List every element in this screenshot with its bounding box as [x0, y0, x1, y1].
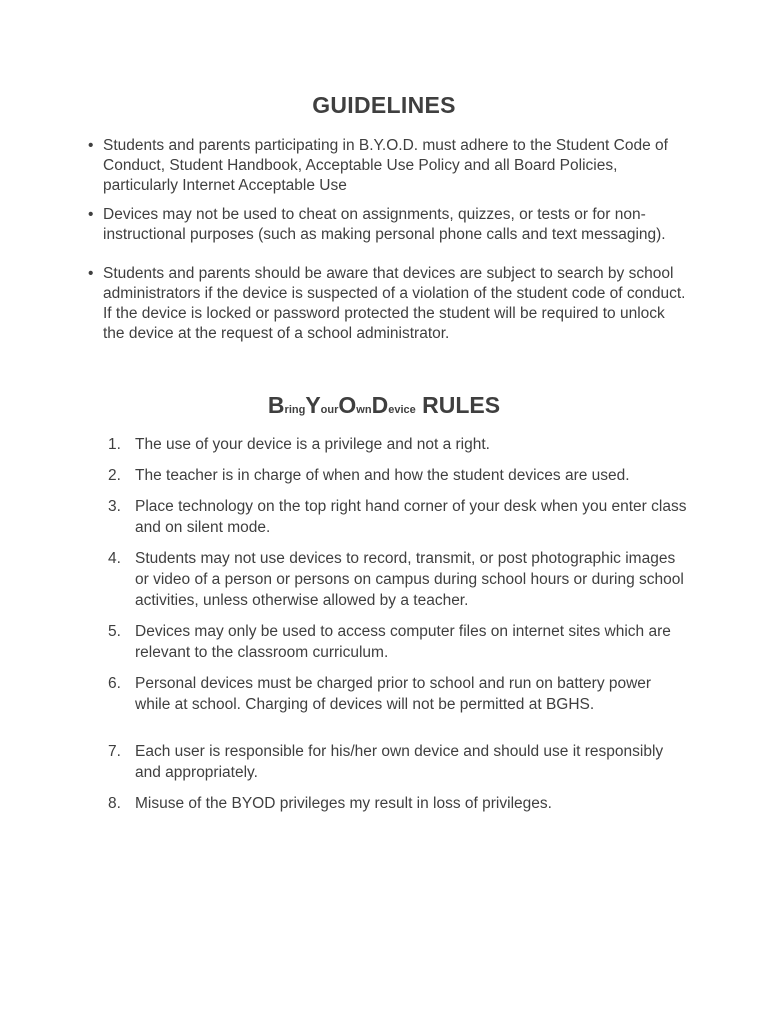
bullet-icon: • [88, 206, 94, 223]
rules-heading-part: D [371, 392, 389, 418]
rules-heading-part: our [320, 404, 339, 416]
rule-number: 1. [108, 436, 121, 453]
rule-item [108, 496, 688, 538]
rule-number: 6. [108, 675, 121, 692]
rule-text: Devices may only be used to access computer files on internet sites which are relevant to the classroom curriculum. [135, 623, 671, 661]
guideline-text: Devices may not be used to cheat on assignments, quizzes, or tests or for non-instructional purposes (such as making personal phone calls and text messaging). [103, 206, 666, 243]
rule-number: 5. [108, 623, 121, 640]
rule-item [108, 465, 688, 486]
rules-list [108, 434, 688, 814]
rule-text: Each user is responsible for his/her own device and should use it responsibly and appropriately. [135, 743, 664, 781]
rules-heading-part: B [267, 392, 285, 418]
bullet-icon: • [88, 265, 94, 282]
rule-text: Place technology on the top right hand corner of your desk when you enter class and on silent mode. [135, 498, 687, 536]
rules-heading-part: RULES [415, 392, 501, 418]
guideline-text: Students and parents should be aware that devices are subject to search by school administrators if the device is suspected of a violation of the student code of conduct. If the device is locked or password protected the student will be required to unlock the device at the request of a school administrator. [103, 265, 686, 342]
rule-number: 7. [108, 743, 121, 760]
rule-number: 2. [108, 467, 121, 484]
guideline-text: Students and parents participating in B.Y.O.D. must adhere to the Student Code of Conduct, Student Handbook, Acceptable Use Policy and all Board Policies, particularly Internet Acceptable Use [103, 137, 668, 194]
guideline-item [88, 136, 688, 196]
guidelines-heading: GUIDELINES [312, 92, 456, 118]
rules-heading-part: evice [388, 404, 416, 416]
rule-text: Misuse of the BYOD privileges my result in loss of privileges. [135, 795, 552, 812]
rule-item [108, 548, 688, 611]
rules-heading-part: Y [305, 392, 321, 418]
rule-text: Personal devices must be charged prior to school and run on battery power while at school. Charging of devices will not be permitted at BGHS. [135, 675, 652, 713]
rule-item [108, 673, 688, 715]
guidelines-list [88, 136, 688, 344]
rule-number: 3. [108, 498, 121, 515]
rule-text: The use of your device is a privilege and not a right. [135, 436, 490, 453]
rules-heading-part: O [338, 392, 357, 418]
rule-item [108, 793, 688, 814]
guideline-item [88, 205, 688, 245]
rule-text: The teacher is in charge of when and how the student devices are used. [135, 467, 630, 484]
rules-heading-part: ring [284, 404, 306, 416]
rules-heading-part: wn [356, 404, 372, 416]
rule-number: 8. [108, 795, 121, 812]
rule-number: 4. [108, 550, 121, 567]
rule-item [108, 741, 688, 783]
rule-text: Students may not use devices to record, transmit, or post photographic images or video of a person or persons on campus during school hours or during school activities, unless otherwise allowed by a teacher. [135, 550, 684, 609]
bullet-icon: • [88, 137, 94, 154]
guideline-item [88, 264, 688, 344]
rule-item [108, 434, 688, 455]
rules-heading [0, 392, 768, 419]
rule-item [108, 621, 688, 663]
